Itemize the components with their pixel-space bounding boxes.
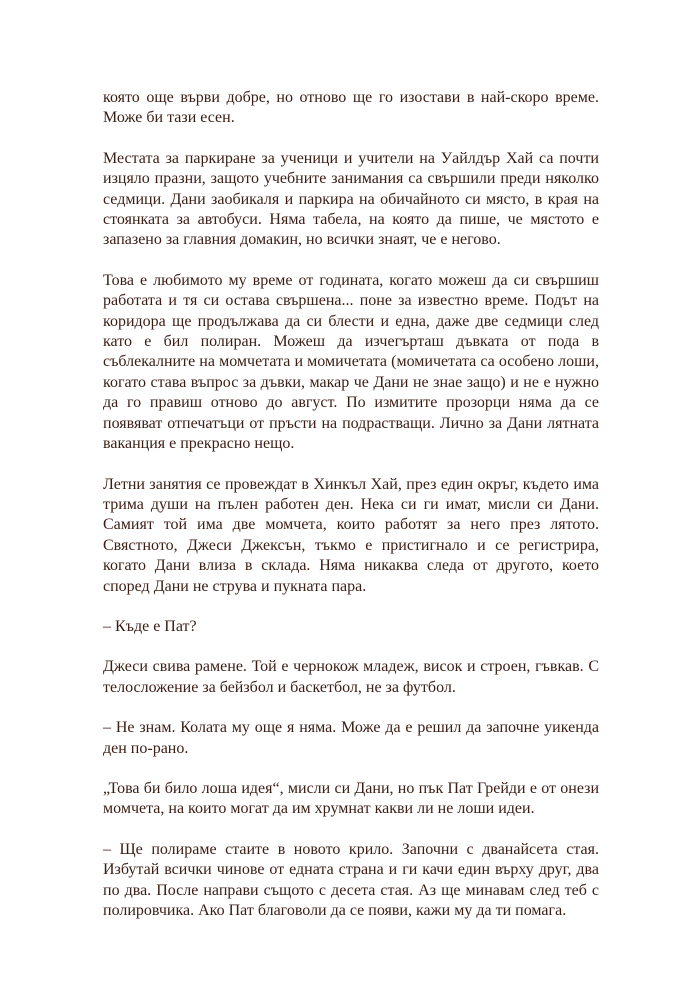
paragraph-4: Летни занятия се провеждат в Хинкъл Хай, през един окръг, където има трима души на пълен работен ден. Нека си ги имат, мисли си Дани. Самият той има две момчета, които работят за него през лятото. Свястното, Джеси Джексън, тъкмо е пристигнало и се регистрира, когато Дани влиза в склада. Няма никаква следа от другото, което според Дани не струва и пукната пара. xyxy=(103,475,599,595)
paragraph-2: Местата за паркиране за ученици и учители на Уайлдър Хай са почти изцяло празни, защото учебните занимания са свършили преди няколко седмици. Дани заобикаля и паркира на обичайното си място, в края на стоянката за автобуси. Няма табела, на която да пише, че мястото е запазено за главния домакин, но всички знаят, че е негово. xyxy=(103,149,599,249)
paragraph-5: – Къде е Пат? xyxy=(103,617,197,635)
paragraph-6: Джеси свива рамене. Той е чернокож младеж, висок и строен, гъвкав. С телосложение за бейзбол и баскетбол, не за футбол. xyxy=(103,658,599,696)
paragraph-3: Това е любимото му време от годината, когато можеш да си свършиш работата и тя си остава свършена... поне за известно време. Подът на коридора ще продължава да си блести и една, даже две седмици след като е бил полиран. Можеш да изчегърташ дъвката от пода в съблекалните на момчетата и момичетата (момичетата са особено лоши, когато става въпрос за дъвки, макар че Дани не знае защо) и не е нужно да го правиш отново до август. По измитите прозорци няма да се появяват отпечатъци от пръсти на подрастващи. Лично за Дани лятната ваканция е прекрасно нещо. xyxy=(103,271,599,453)
paragraph-7: – Не знам. Колата му още я няма. Може да е решил да започне уикенда ден по-рано. xyxy=(103,719,599,757)
paragraph-8: „Това би било лоша идея“, мисли си Дани, но пък Пат Грейди е от онези момчета, на които могат да им хрумнат какви ли не лоши идеи. xyxy=(103,779,599,818)
paragraph-1: която още върви добре, но отново ще го изостави в най-скоро време. Може би тази есен. xyxy=(103,89,599,127)
paragraph-9: – Ще полираме стаите в новото крило. Започни с дванайсета стая. Избутай всички чинове от едната страна и ги качи един върху друг, два по два. После направи същото с десета стая. Аз ще минавам след теб с полировчика. Ако Пат благоволи да се появи, кажи му да ти помага. xyxy=(103,840,599,919)
